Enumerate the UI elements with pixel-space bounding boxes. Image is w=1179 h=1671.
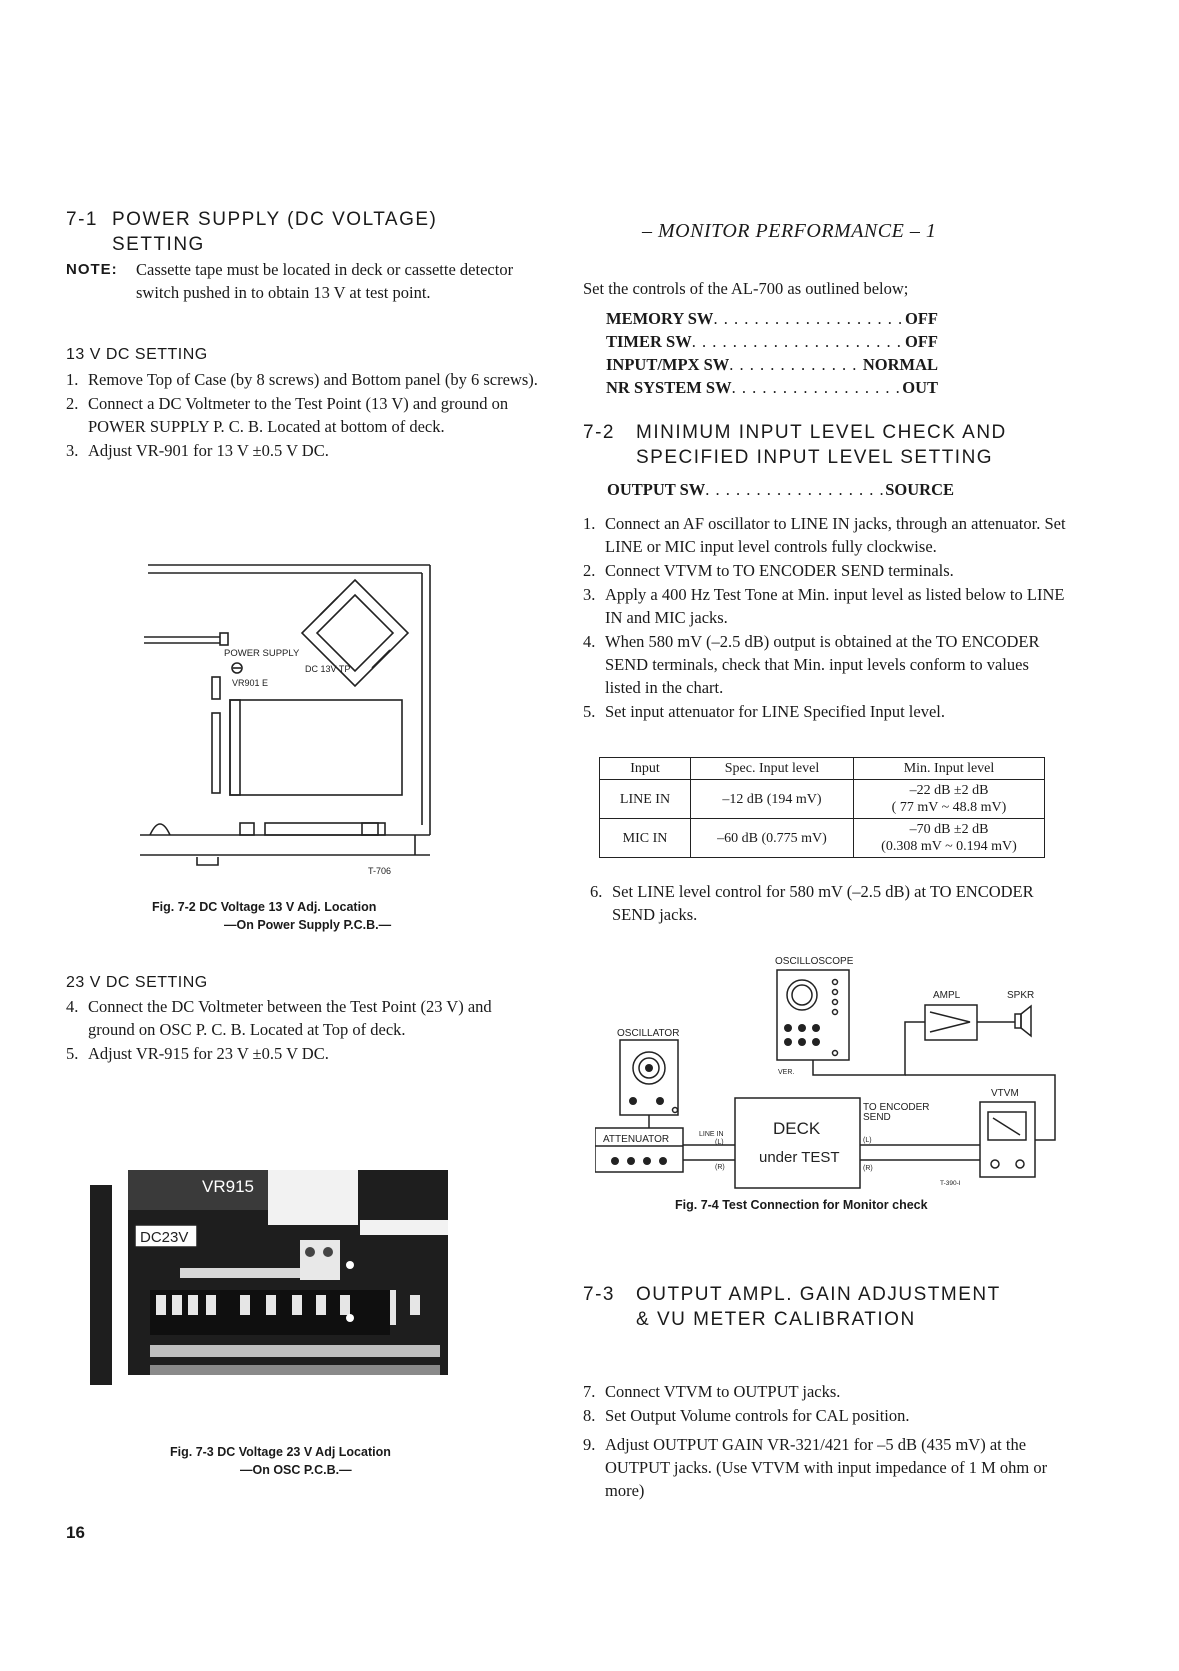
setting-row: TIMER SW . . . OFF [606,330,938,353]
list-item: 1. Remove Top of Case (by 8 screws) and Bottom panel (by 6 screws). [66,370,538,389]
list-item: 7. Connect VTVM to OUTPUT jacks. [583,1382,841,1401]
fig-7-2-diagram [140,555,440,885]
caption-line1: Fig. 7-3 DC Voltage 23 V Adj Location [170,1445,391,1459]
setting-row: NR SYSTEM SW . . . OUT [606,376,938,399]
fig-code: T-390-I [940,1180,961,1187]
ampl-label: AMPL [933,990,961,1001]
list-item: 2. Connect VTVM to TO ENCODER SEND terminals. [583,561,954,580]
send-label: SEND [863,1112,891,1123]
list-item: 3. Apply a 400 Hz Test Tone at Min. input level as listed below to LINE IN and MIC jacks. [583,585,1065,627]
caption-line2: —On OSC P.C.B.— [240,1463,352,1477]
under-test-label: under TEST [759,1149,840,1166]
page-number: 16 [66,1523,85,1542]
section-title-line2: & VU METER CALIBRATION [636,1309,916,1330]
page-header: – MONITOR PERFORMANCE – 1 [642,220,937,242]
steps-7-3 [583,1380,1067,1503]
section-number: 7-1 [66,209,98,230]
table-header: Input [600,758,691,780]
oscillator-label: OSCILLATOR [617,1028,680,1039]
table-header: Spec. Input level [691,758,854,780]
line-in-label: LINE IN [699,1131,724,1138]
subheading-13v: 13 V DC SETTING [66,346,208,363]
caption-line2: —On Power Supply P.C.B.— [224,918,392,932]
fig-code: T-706 [368,866,392,876]
list-item: 6. Set LINE level control for 580 mV (–2.5 dB) at TO ENCODER SEND jacks. [590,882,1034,924]
controls-intro: Set the controls of the AL-700 as outlined below; [583,279,909,298]
spkr-label: SPKR [1007,990,1035,1001]
list-item: 5. Set input attenuator for LINE Specified Input level. [583,702,945,721]
note-label: NOTE: [66,261,118,278]
list-item: 3. Adjust VR-901 for 13 V ±0.5 V DC. [66,441,329,460]
list-item: 4. When 580 mV (–2.5 dB) output is obtained at the TO ENCODER SEND terminals, check that Min. input levels conform to values listed in the chart. [583,632,1040,697]
steps-23v [66,995,538,1066]
caption-line1: Fig. 7-2 DC Voltage 13 V Adj. Location [152,900,377,914]
section-title-line1: MINIMUM INPUT LEVEL CHECK AND [636,422,1007,443]
setting-row: MEMORY SW . . . OFF [606,307,938,330]
table-cell: LINE IN [600,780,691,819]
section-7-3-heading [583,1282,1103,1332]
to-encoder-label: TO ENCODER [863,1102,930,1113]
setting-row: INPUT/MPX SW . . . NORMAL [606,353,938,376]
table-cell: –22 dB ±2 dB ( 77 mV ~ 48.8 mV) [854,780,1045,819]
dc-13v-tp-label: DC 13V TP [305,664,351,674]
fig-7-4-diagram [595,950,1075,1190]
list-item: 1. Connect an AF oscillator to LINE IN jacks, through an attenuator. Set LINE or MIC input level controls fully clockwise. [583,514,1066,556]
fig-7-4-caption: Fig. 7-4 Test Connection for Monitor check [675,1198,928,1212]
table-cell: –70 dB ±2 dB (0.308 mV ~ 0.194 mV) [854,819,1045,858]
input-level-table [599,757,1045,858]
section-title-line1: POWER SUPPLY (DC VOLTAGE) [112,209,438,230]
table-cell: –12 dB (194 mV) [691,780,854,819]
section-title-line2: SETTING [112,234,205,255]
section-number: 7-3 [583,1284,615,1305]
send-l-label: (L) [863,1137,872,1144]
table-row [600,819,1045,858]
steps-13v [66,368,538,463]
table-row [600,780,1045,819]
steps-7-2 [583,512,1067,724]
section-title-line1: OUTPUT AMPL. GAIN ADJUSTMENT [636,1284,1001,1305]
oscilloscope-label: OSCILLOSCOPE [775,956,854,967]
section-title-line2: SPECIFIED INPUT LEVEL SETTING [636,447,994,468]
dc23v-label: DC23V [140,1229,189,1246]
vr901-label: VR901 E [232,678,269,688]
section-number: 7-2 [583,422,615,443]
vr915-label: VR915 [202,1177,254,1196]
list-item: 5. Adjust VR-915 for 23 V ±0.5 V DC. [66,1044,329,1063]
fig-7-2-caption [152,898,532,934]
note-block [66,258,538,304]
table-cell: MIC IN [600,819,691,858]
power-supply-label: POWER SUPPLY [224,648,300,659]
list-item: 4. Connect the DC Voltmeter between the Test Point (23 V) and ground on OSC P. C. B. Located at Top of deck. [66,997,492,1039]
control-settings [606,307,938,399]
attenuator-label: ATTENUATOR [603,1134,670,1145]
table-header-row [600,758,1045,780]
list-item: 9. Adjust OUTPUT GAIN VR-321/421 for –5 dB (435 mV) at the OUTPUT jacks. (Use VTVM with input impedance of 1 M ohm or more) [583,1435,1048,1500]
send-r-label: (R) [863,1165,873,1172]
note-text: Cassette tape must be located in deck or cassette detector switch pushed in to obtain 13 V at test point. [136,260,514,302]
section-7-1-heading [66,207,536,257]
deck-label: DECK [773,1119,821,1138]
table-cell: –60 dB (0.775 mV) [691,819,854,858]
line-in-r-label: (R) [715,1164,725,1171]
step-6 [590,880,1068,927]
line-in-l-label: (L) [715,1139,724,1146]
list-item: 2. Connect a DC Voltmeter to the Test Point (13 V) and ground on POWER SUPPLY P. C. B. Located at bottom of deck. [66,394,509,436]
table-header: Min. Input level [854,758,1045,780]
subheading-23v: 23 V DC SETTING [66,974,208,991]
fig-7-3-photo [90,1170,460,1385]
vtvm-label: VTVM [991,1088,1019,1099]
list-item: 8. Set Output Volume controls for CAL position. [583,1406,910,1425]
section-7-2-heading [583,420,1103,470]
fig-7-3-caption [170,1443,550,1479]
output-sw-setting: OUTPUT SW . . . SOURCE [607,478,954,501]
ver-label: VER. [778,1069,795,1076]
